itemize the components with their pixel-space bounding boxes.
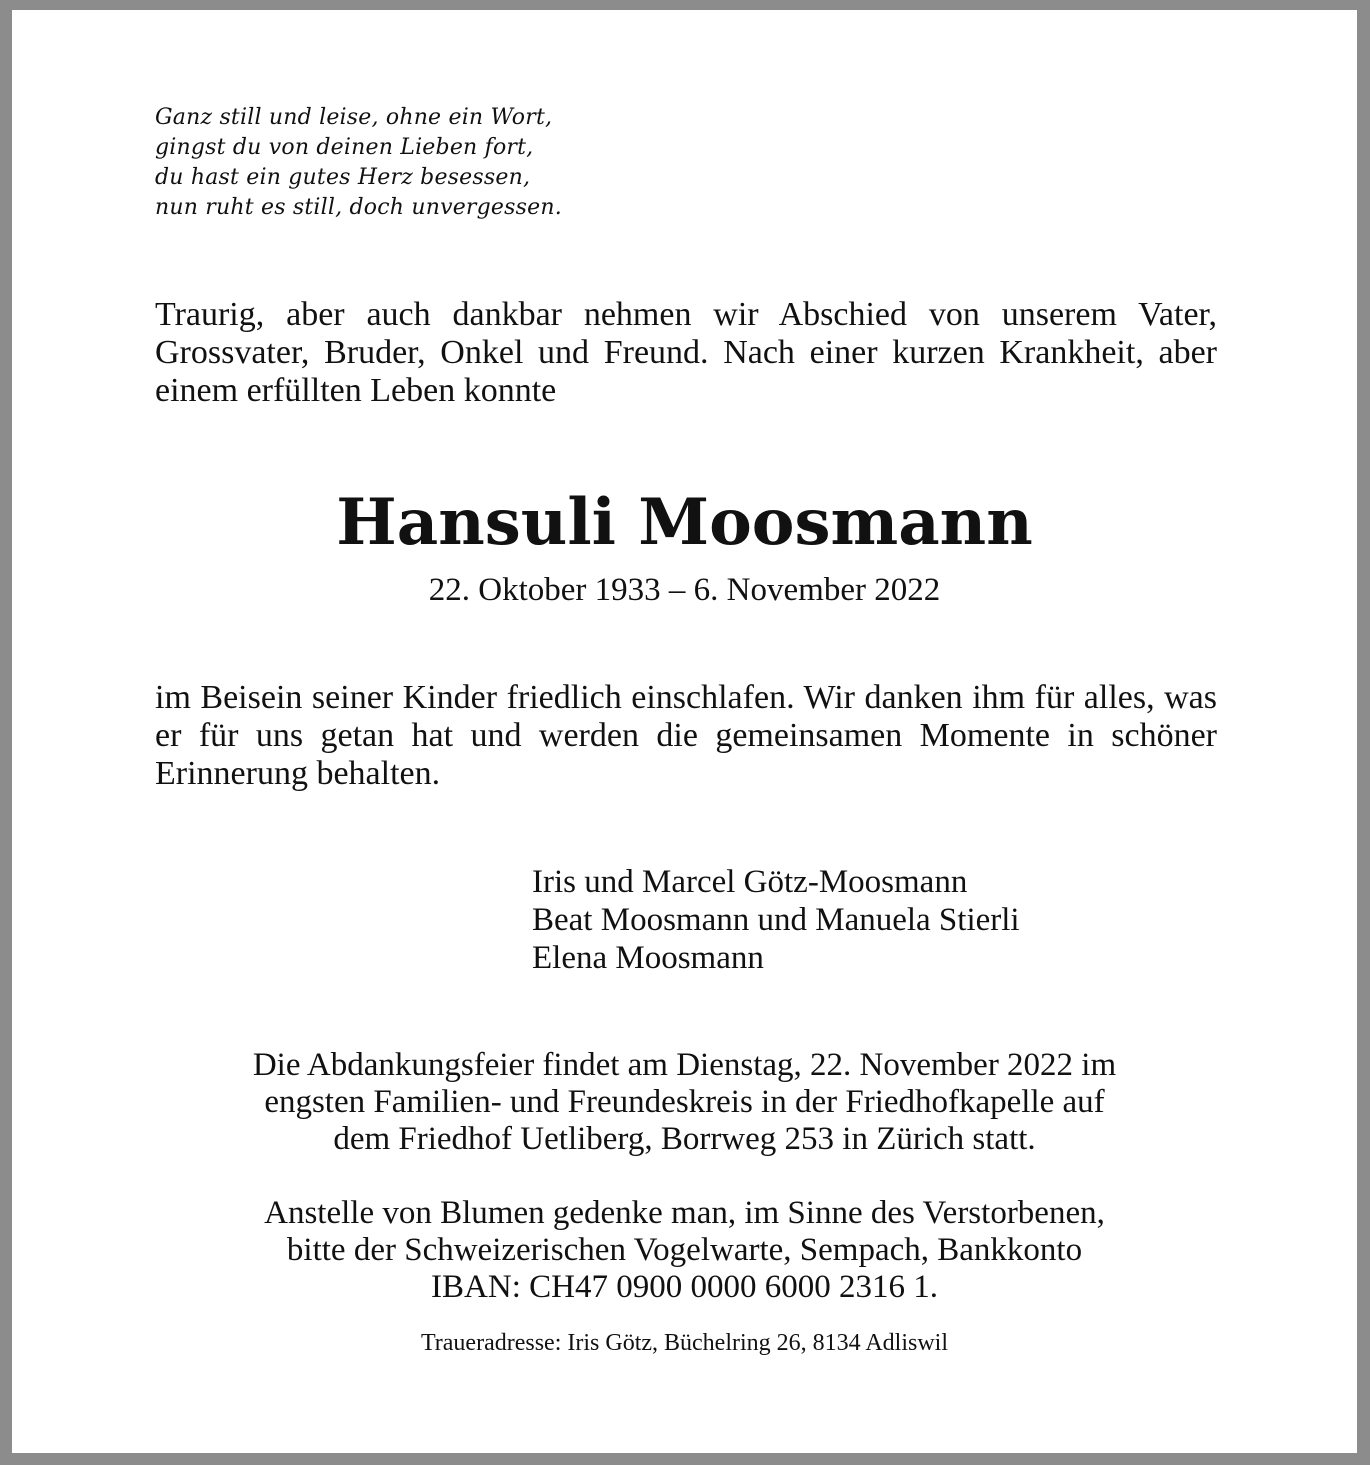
ceremony-line: engsten Familien- und Freundeskreis in der Friedhofkapelle auf <box>264 1084 1105 1120</box>
donation-line: bitte der Schweizerischen Vogelwarte, Sempach, Bankkonto <box>286 1232 1083 1268</box>
life-dates: 22. Oktober 1933 – 6. November 2022 <box>428 572 941 608</box>
obituary-page <box>12 10 1357 1453</box>
ceremony-line: Die Abdankungsfeier findet am Dienstag, 22. November 2022 im <box>252 1047 1117 1083</box>
poem-line: du hast ein gutes Herz besessen, <box>155 165 531 190</box>
closing-paragraph: im Beisein seiner Kinder friedlich einschlafen. Wir danken ihm für alles, was er für uns getan hat und werden die gemeinsamen Momente in schöner Erinnerung behalten. <box>155 679 1217 792</box>
poem-line: Ganz still und leise, ohne ein Wort, <box>155 105 553 130</box>
poem-line: nun ruht es still, doch unvergessen. <box>155 195 562 220</box>
donation-line: IBAN: CH47 0900 0000 6000 2316 1. <box>431 1269 938 1305</box>
mourner-name: Elena Moosmann <box>532 940 764 976</box>
deceased-name: Hansuli Moosmann <box>336 485 1033 560</box>
poem-line: gingst du von deinen Lieben fort, <box>155 135 534 160</box>
ceremony-line: dem Friedhof Uetliberg, Borrweg 253 in Zürich statt. <box>333 1121 1036 1157</box>
ceremony-notice <box>142 1047 1227 1158</box>
mourner-name: Iris und Marcel Götz-Moosmann <box>532 864 968 900</box>
mourners-list <box>532 863 1020 977</box>
memorial-poem <box>155 103 715 223</box>
donation-notice <box>142 1195 1227 1306</box>
donation-line: Anstelle von Blumen gedenke man, im Sinne des Verstorbenen, <box>264 1195 1105 1231</box>
mourning-address: Traueradresse: Iris Götz, Büchelring 26, 8134 Adliswil <box>420 1330 949 1356</box>
mourner-name: Beat Moosmann und Manuela Stierli <box>532 902 1020 938</box>
intro-paragraph: Traurig, aber auch dankbar nehmen wir Abschied von unserem Vater, Grossvater, Bruder, Onkel und Freund. Nach einer kurzen Krankheit, aber einem erfüllten Leben konnte <box>155 296 1217 409</box>
